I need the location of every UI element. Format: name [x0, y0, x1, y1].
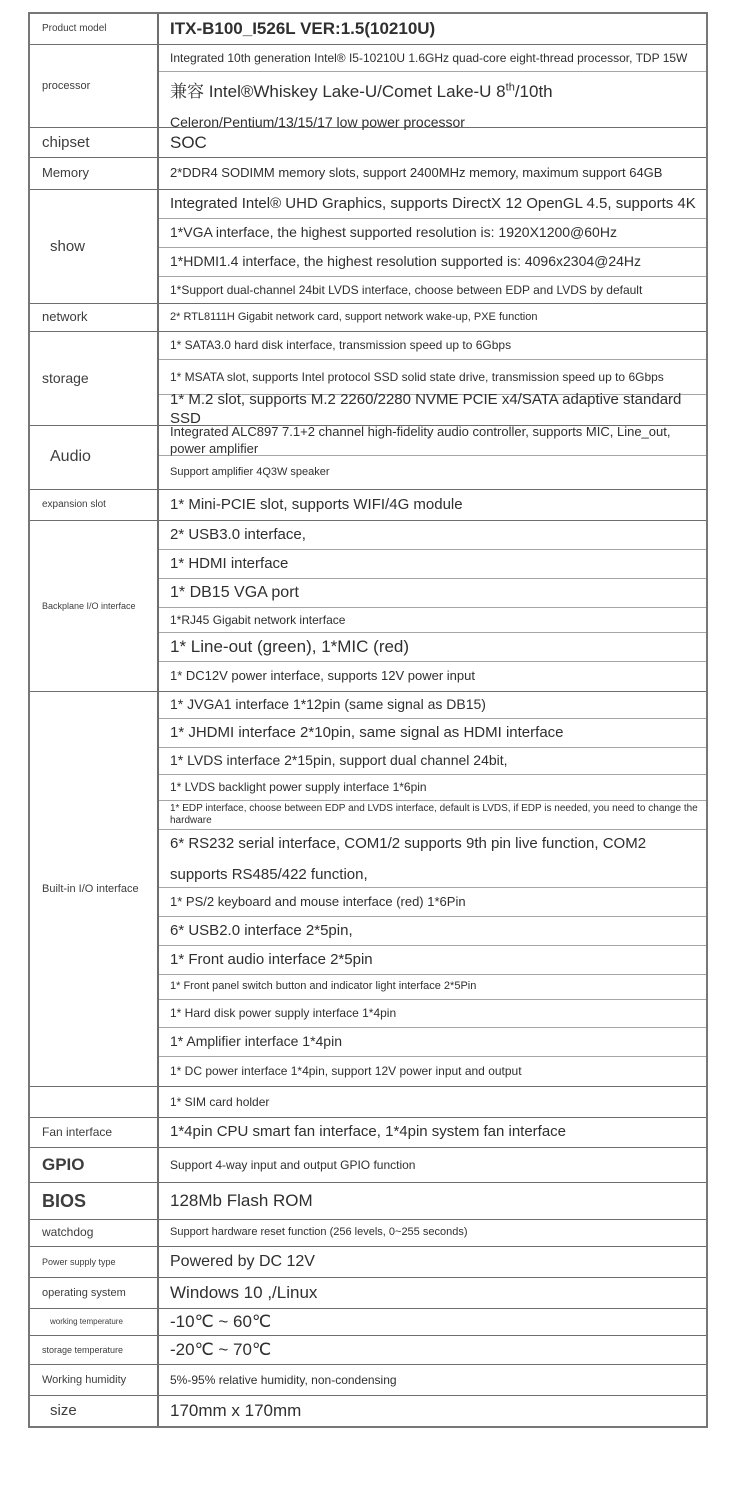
section-product-model [30, 14, 706, 45]
spec-value: -20℃ ~ 70℃ [170, 1340, 272, 1360]
spec-value: 1* Mini-PCIE slot, supports WIFI/4G module [170, 495, 463, 513]
section-label: operating system [30, 1278, 159, 1308]
spec-value: 1* Front panel switch button and indicator light interface 2*5Pin [159, 975, 706, 1000]
spec-value: 170mm x 170mm [170, 1401, 302, 1421]
section-processor [30, 45, 706, 131]
spec-value: 1*Support dual-channel 24bit LVDS interface, choose between EDP and LVDS by default [170, 282, 643, 297]
section-label: Product model [30, 14, 159, 44]
section-label: Built-in I/O interface [30, 692, 159, 1086]
section-label: Audio [30, 426, 159, 489]
spec-value: 2* RTL8111H Gigabit network card, support network wake-up, PXE function [170, 310, 538, 323]
section-label: BIOS [30, 1183, 159, 1219]
section-label: processor [30, 45, 159, 127]
spec-value: 128Mb Flash ROM [170, 1191, 313, 1211]
spec-value: Integrated 10th generation Intel® I5-10210U 1.6GHz quad-core eight-thread processor, TDP 15W [159, 45, 706, 72]
spec-value: 1* LVDS backlight power supply interface 1*6pin [159, 775, 706, 801]
section-expansion-slot [30, 490, 706, 521]
spec-value: 1* SIM card holder [170, 1094, 270, 1109]
spec-value: Powered by DC 12V [170, 1253, 315, 1270]
spec-value: 1* DB15 VGA port [159, 579, 706, 608]
section-label: working temperature [30, 1309, 159, 1335]
section-chipset [30, 128, 706, 158]
spec-value: 1* JHDMI interface 2*10pin, same signal as HDMI interface [159, 719, 706, 748]
section-label: expansion slot [30, 490, 159, 520]
processor-sub-line: Celeron/Pentium/13/15/17 low power processor [170, 114, 465, 131]
section-gpio [30, 1148, 706, 1183]
section-storage-temperature [30, 1336, 706, 1365]
spec-value: Support amplifier 4Q3W speaker [170, 465, 330, 478]
spec-value: 1* EDP interface, choose between EDP and LVDS interface, default is LVDS, if EDP is needed, you need to change the hardware [159, 801, 706, 830]
spec-value: 1* MSATA slot, supports Intel protocol SSD solid state drive, transmission speed up to 6Gbps [159, 360, 706, 395]
spec-value: 1* HDMI interface [159, 550, 706, 579]
spec-value: 1* JVGA1 interface 1*12pin (same signal as DB15) [159, 692, 706, 719]
section-bios [30, 1183, 706, 1220]
spec-value: Integrated ALC897 7.1+2 channel high-fidelity audio controller, supports MIC, Line_out, power amplifier [159, 426, 706, 456]
section-storage [30, 332, 706, 426]
section-memory [30, 158, 706, 190]
section-label: show [30, 190, 159, 303]
section-network [30, 304, 706, 332]
spec-value: 1* SATA3.0 hard disk interface, transmission speed up to 6Gbps [159, 332, 706, 360]
section-size [30, 1396, 706, 1426]
section-label: Working humidity [30, 1365, 159, 1395]
spec-value: 5%-95% relative humidity, non-condensing [170, 1372, 397, 1387]
spec-value: ITX-B100_I526L VER:1.5(10210U) [170, 19, 436, 39]
section-label: Fan interface [30, 1118, 159, 1147]
spec-value: Windows 10 ,/Linux [170, 1283, 318, 1303]
spec-value: 1*HDMI1.4 interface, the highest resolution supported is: 4096x2304@24Hz [159, 248, 706, 277]
section-sim [30, 1087, 706, 1118]
section-label: Memory [30, 158, 159, 189]
section-power-supply-type [30, 1247, 706, 1278]
section-watchdog [30, 1220, 706, 1247]
spec-value: 1* DC power interface 1*4pin, support 12V power input and output [170, 1064, 522, 1078]
section-operating-system [30, 1278, 706, 1309]
spec-value: 2* USB3.0 interface, [159, 521, 706, 550]
section-label: Backplane I/O interface [30, 521, 159, 691]
spec-value: 1*VGA interface, the highest supported resolution is: 1920X1200@60Hz [159, 219, 706, 248]
spec-value: 1* Line-out (green), 1*MIC (red) [159, 633, 706, 662]
spec-value: 1* Front audio interface 2*5pin [159, 946, 706, 975]
section-builtin-io [30, 692, 706, 1087]
spec-value [159, 72, 706, 131]
spec-value: Support 4-way input and output GPIO function [170, 1157, 416, 1172]
section-show [30, 190, 706, 304]
section-label: network [30, 304, 159, 331]
section-label: size [30, 1396, 159, 1426]
spec-value: Support hardware reset function (256 levels, 0~255 seconds) [170, 1226, 468, 1239]
section-audio [30, 426, 706, 490]
spec-value: 1* M.2 slot, supports M.2 2260/2280 NVME PCIE x4/SATA adaptive standard SSD [170, 391, 682, 427]
spec-value: 1* DC12V power interface, supports 12V power input [170, 668, 475, 684]
spec-value: 6* USB2.0 interface 2*5pin, [159, 917, 706, 946]
section-fan-interface [30, 1118, 706, 1148]
spec-value: 6* RS232 serial interface, COM1/2 supports 9th pin live function, COM2 supports RS485/422 function, [159, 830, 706, 888]
section-label [30, 1087, 159, 1117]
section-label: chipset [30, 128, 159, 157]
spec-value: SOC [170, 132, 207, 152]
section-label: watchdog [30, 1220, 159, 1246]
spec-value: 1* Hard disk power supply interface 1*4pin [159, 1000, 706, 1028]
spec-value: Integrated Intel® UHD Graphics, supports DirectX 12 OpenGL 4.5, supports 4K [159, 190, 706, 219]
spec-value: 1* Amplifier interface 1*4pin [159, 1028, 706, 1057]
section-backplane-io [30, 521, 706, 692]
section-label: storage temperature [30, 1336, 159, 1364]
section-label: Power supply type [30, 1247, 159, 1277]
spec-value: 2*DDR4 SODIMM memory slots, support 2400MHz memory, maximum support 64GB [170, 165, 663, 181]
section-label: GPIO [30, 1148, 159, 1182]
section-working-humidity [30, 1365, 706, 1396]
section-working-temperature [30, 1309, 706, 1336]
spec-table [28, 12, 708, 1428]
spec-value: 1*RJ45 Gigabit network interface [159, 608, 706, 633]
spec-value: 1*4pin CPU smart fan interface, 1*4pin system fan interface [170, 1123, 567, 1141]
spec-value: -10℃ ~ 60℃ [170, 1312, 272, 1332]
section-label: storage [30, 332, 159, 425]
spec-value: 1* PS/2 keyboard and mouse interface (red) 1*6Pin [159, 888, 706, 917]
spec-value: 1* LVDS interface 2*15pin, support dual channel 24bit, [159, 748, 706, 775]
processor-compat-line: 兼容 Intel®Whiskey Lake-U/Comet Lake-U 8th/10th [170, 81, 553, 101]
